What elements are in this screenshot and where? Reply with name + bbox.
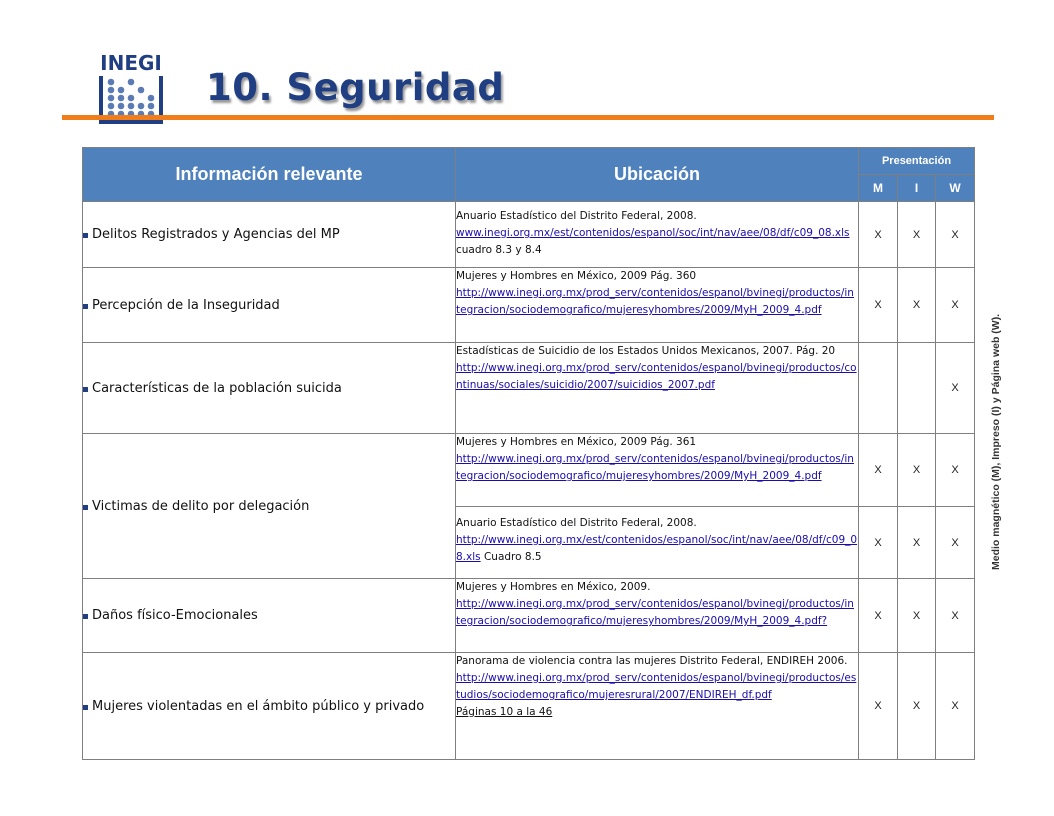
header-i: I xyxy=(898,175,936,202)
header-info: Información relevante xyxy=(83,148,456,202)
mark-m: X xyxy=(859,268,898,343)
pages-note: Páginas 10 a la 46 xyxy=(456,706,553,718)
info-cell: Mujeres violentadas en el ámbito público y privado xyxy=(83,653,456,760)
location-cell: Mujeres y Hombres en México, 2009. http://www.inegi.org.mx/prod_serv/contenidos/espanol/bvinegi/productos/integracion/sociodemografico/mujeresyhombres/2009/MyH_2009_4.pdf? xyxy=(456,579,859,653)
header-presentation: Presentación xyxy=(859,148,975,175)
location-cell: Anuario Estadístico del Distrito Federal, 2008. http://www.inegi.org.mx/est/contenidos/espanol/soc/int/nav/aee/08/df/c09_08.xls Cuadro 8.5 xyxy=(456,507,859,579)
security-info-table xyxy=(82,147,975,760)
mark-w: X xyxy=(936,268,975,343)
source-link[interactable]: http://www.inegi.org.mx/prod_serv/contenidos/espanol/bvinegi/productos/continuas/sociales/suicidio/2007/suicidios_2007.pdf xyxy=(456,362,857,391)
mark-w: X xyxy=(936,202,975,268)
info-cell: Percepción de la Inseguridad xyxy=(83,268,456,343)
mark-i: X xyxy=(898,579,936,653)
source-link[interactable]: http://www.inegi.org.mx/prod_serv/contenidos/espanol/bvinegi/productos/integracion/sociodemografico/mujeresyhombres/2009/MyH_2009_4.pdf xyxy=(456,453,854,482)
table-row xyxy=(83,579,975,653)
mark-i: X xyxy=(898,653,936,760)
location-cell: Mujeres y Hombres en México, 2009 Pág. 361 http://www.inegi.org.mx/prod_serv/contenidos/espanol/bvinegi/productos/integracion/sociodemografico/mujeresyhombres/2009/MyH_2009_4.pdf xyxy=(456,434,859,507)
mark-m: X xyxy=(859,579,898,653)
bullet-icon xyxy=(83,705,88,710)
info-cell: Victimas de delito por delegación xyxy=(83,434,456,579)
bullet-icon xyxy=(83,387,88,392)
bullet-icon xyxy=(83,304,88,309)
mark-w: X xyxy=(936,434,975,507)
mark-m: X xyxy=(859,507,898,579)
location-cell: Estadísticas de Suicidio de los Estados Unidos Mexicanos, 2007. Pág. 20 http://www.inegi.org.mx/prod_serv/contenidos/espanol/bvinegi/productos/continuas/sociales/suicidio/2007/suicidios_2007.pdf xyxy=(456,343,859,434)
mark-w: X xyxy=(936,579,975,653)
header-location: Ubicación xyxy=(456,148,859,202)
mark-i: X xyxy=(898,202,936,268)
table-row xyxy=(83,202,975,268)
table-row xyxy=(83,343,975,434)
page-title: 10. Seguridad xyxy=(206,66,505,109)
source-link[interactable]: www.inegi.org.mx/est/contenidos/espanol/soc/int/nav/aee/08/df/c09_08.xls xyxy=(456,227,850,239)
mark-i: X xyxy=(898,268,936,343)
mark-w: X xyxy=(936,653,975,760)
mark-m: X xyxy=(859,202,898,268)
source-link[interactable]: http://www.inegi.org.mx/prod_serv/contenidos/espanol/bvinegi/productos/integracion/sociodemografico/mujeresyhombres/2009/MyH_2009_4.pdf xyxy=(456,287,854,316)
info-cell: Características de la población suicida xyxy=(83,343,456,434)
info-cell: Daños físico-Emocionales xyxy=(83,579,456,653)
location-cell: Mujeres y Hombres en México, 2009 Pág. 360 http://www.inegi.org.mx/prod_serv/contenidos/espanol/bvinegi/productos/integracion/sociodemografico/mujeresyhombres/2009/MyH_2009_4.pdf xyxy=(456,268,859,343)
mark-w: X xyxy=(936,507,975,579)
table-row xyxy=(83,268,975,343)
location-cell: Anuario Estadístico del Distrito Federal, 2008. www.inegi.org.mx/est/contenidos/espanol/soc/int/nav/aee/08/df/c09_08.xls cuadro 8.3 y 8.4 xyxy=(456,202,859,268)
header-m: M xyxy=(859,175,898,202)
location-cell: Panorama de violencia contra las mujeres Distrito Federal, ENDIREH 2006. http://www.inegi.org.mx/prod_serv/contenidos/espanol/bvinegi/productos/estudios/sociodemografico/mujeresrural/2007/ENDIREH_df.pdf Páginas 10 a la 46 xyxy=(456,653,859,760)
mark-i xyxy=(898,343,936,434)
bullet-icon xyxy=(83,614,88,619)
logo-text: INEGI xyxy=(100,51,162,75)
header-w: W xyxy=(936,175,975,202)
bullet-icon xyxy=(83,505,88,510)
mark-m: X xyxy=(859,653,898,760)
table-row xyxy=(83,653,975,760)
source-link[interactable]: http://www.inegi.org.mx/prod_serv/contenidos/espanol/bvinegi/productos/integracion/sociodemografico/mujeresyhombres/2009/MyH_2009_4.pdf? xyxy=(456,598,854,627)
source-link[interactable]: http://www.inegi.org.mx/prod_serv/contenidos/espanol/bvinegi/productos/estudios/sociodemografico/mujeresrural/2007/ENDIREH_df.pdf xyxy=(456,672,857,701)
presentation-legend: Medio magnético (M), Impreso (I) y Página web (W). xyxy=(990,313,1002,570)
table-row xyxy=(83,434,975,507)
info-cell: Delitos Registrados y Agencias del MP xyxy=(83,202,456,268)
source-link[interactable]: http://www.inegi.org.mx/est/contenidos/espanol/soc/int/nav/aee/08/df/c09_08.xls xyxy=(456,534,858,563)
mark-m: X xyxy=(859,434,898,507)
mark-m xyxy=(859,343,898,434)
mark-i: X xyxy=(898,507,936,579)
mark-w: X xyxy=(936,343,975,434)
mark-i: X xyxy=(898,434,936,507)
bullet-icon xyxy=(83,233,88,238)
header-divider xyxy=(62,115,994,120)
